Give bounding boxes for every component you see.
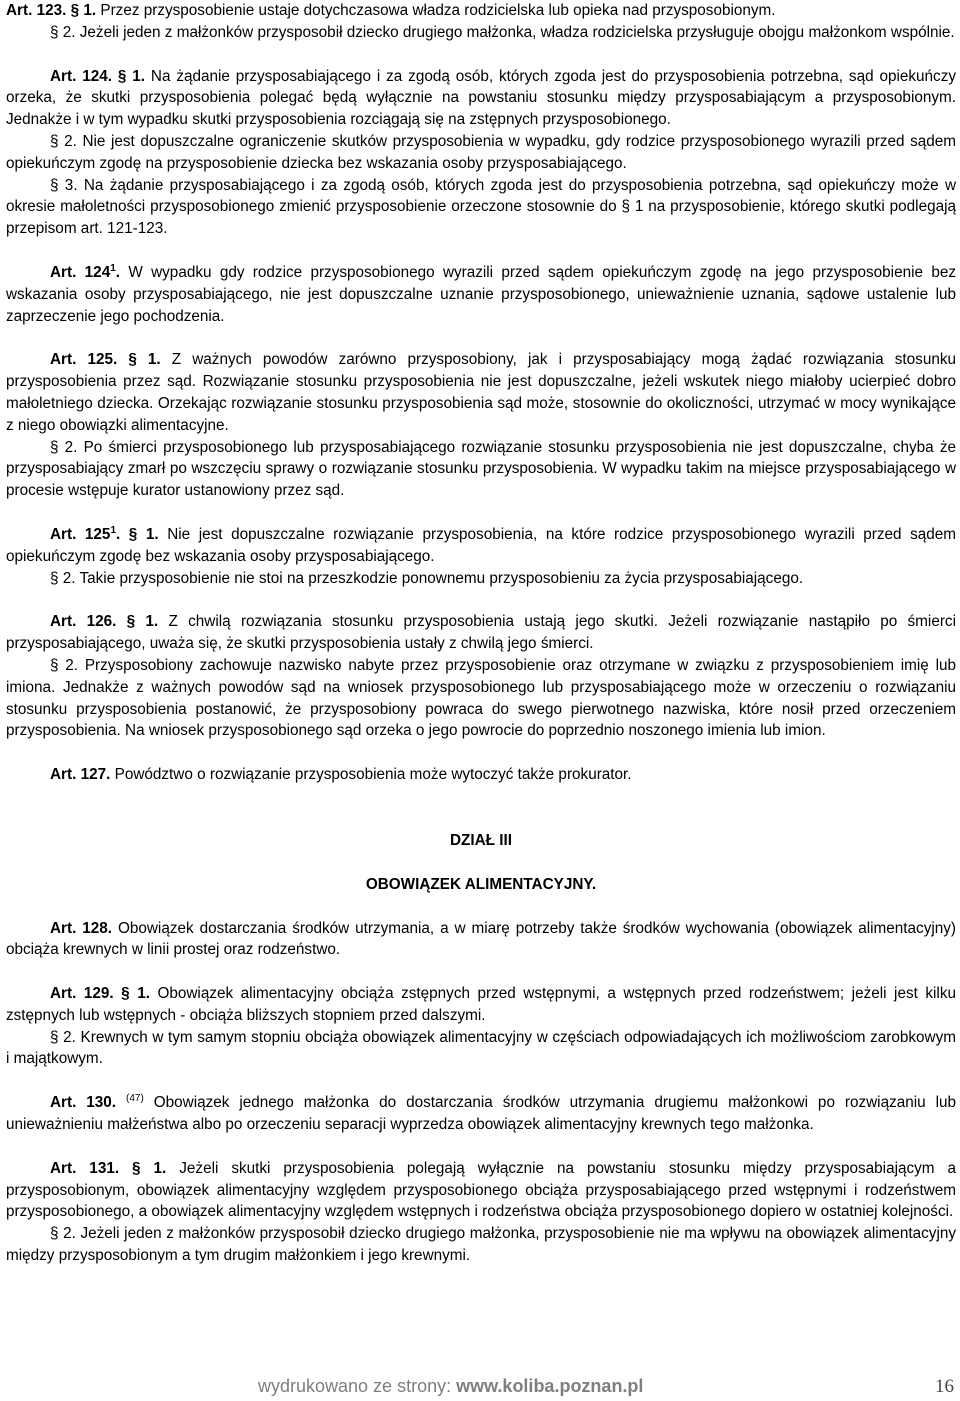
art-label: Art. 127. xyxy=(50,766,111,784)
paragraph-text: Jeżeli skutki przysposobienia polegają wyłącznie na powstaniu stosunku między przysposabiającym a przysposobionym, obowiązek alimentacyjny względem przysposobionego obciąża przysposabiającego przed wstępnymi i rodzeństwem przysposobionego, a obowiązek alimentacyjny względem wstępnych i rodzeństwa obciąża przysposobionego dopiero w ostatniej kolejności. xyxy=(6,1159,957,1221)
art-label: Art. 125. § 1. xyxy=(50,351,161,369)
document-page xyxy=(6,0,956,1267)
art-125-1-par-1 xyxy=(6,524,956,568)
paragraph-text: Obowiązek dostarczania środków utrzymania, a w miarę potrzeby także środków wychowania (obowiązek alimentacyjny) obciąża krewnych w linii prostej oraz rodzeństwo. xyxy=(6,919,956,959)
art-130 xyxy=(6,1092,956,1136)
art-128 xyxy=(6,918,956,962)
footer-site-link[interactable]: www.koliba.poznan.pl xyxy=(456,1376,644,1396)
art-126-par-1 xyxy=(6,611,956,655)
footer-prefix: wydrukowano ze strony: xyxy=(258,1376,457,1396)
par-label: § 2. xyxy=(50,132,77,150)
art-124-par-2 xyxy=(6,131,956,175)
paragraph-text: W wypadku gdy rodzice przysposobionego wyrazili przed sądem opiekuńczym zgodę na jego przysposobienie bez wskazania osoby przysposabiającego, nie jest dopuszczalne uznanie przysposobionego, unieważnienie uznania, sądowe ustalenie lub zaprzeczenie jego pochodzenia. xyxy=(6,263,956,325)
art-131-par-2 xyxy=(6,1223,956,1267)
art-label: Art. 130. xyxy=(50,1094,117,1112)
paragraph-text: Po śmierci przysposobionego lub przysposabiającego rozwiązanie stosunku przysposobienia nie jest dopuszczalne, chyba że przysposabiający zmarł po wszczęciu sprawy o rozwiązanie stosunku przysposobienia. W wypadku takim na miejsce przysposabiającego w procesie wstępuje kurator ustanowiony przez sąd. xyxy=(6,438,956,500)
paragraph-text: Przez przysposobienie ustaje dotychczasowa władza rodzicielska lub opieka nad przysposobionym. xyxy=(96,2,776,19)
par-label: § 2. xyxy=(50,656,79,674)
art-131-par-1 xyxy=(6,1158,956,1223)
art-label: Art. 124. § 1. xyxy=(50,67,146,85)
art-label: Art. $124^1$. xyxy=(50,262,121,281)
par-label: § 2. xyxy=(50,438,78,456)
art-125-par-1 xyxy=(6,349,956,436)
paragraph-text: Na żądanie przysposabiającego i za zgodą osób, których zgoda jest do przysposobienia potrzebna, sąd opiekuńczy może w okresie małoletności przysposobionego zmienić przysposobienie orzeczone stosownie do § 1 na przysposobienie, którego skutki podlegają przepisom art. 121-123. xyxy=(6,176,957,238)
art-label: Art. 126. § 1. xyxy=(50,613,159,631)
paragraph-text: Jeżeli jeden z małżonków przysposobił dziecko drugiego małżonka, przysposobienie nie ma wpływu na obowiązek alimentacyjny między przysposobionym a tym drugim małżonkiem i jego krewnymi. xyxy=(6,1225,957,1265)
paragraph-text: Z ważnych powodów zarówno przysposobiony, jak i przysposabiający mogą żądać rozwiązania stosunku przysposobienia przez sąd. Rozwiązanie stosunku przysposobienia nie jest dopuszczalne, jeżeli wskutek niego miałoby ucierpieć dobro małoletniego dziecka. Orzekając rozwiązanie stosunku przysposobienia sąd może, stosownie do okoliczności, utrzymać w mocy wynikające z niego obowiązki alimentacyjne. xyxy=(6,351,956,434)
par-label: § 2. xyxy=(50,23,76,41)
art-124-par-1 xyxy=(6,66,956,131)
art-125-par-2 xyxy=(6,437,956,502)
art-label: Art. $125^1$. § 1. xyxy=(50,524,159,543)
paragraph-text: Na żądanie przysposabiającego i za zgodą osób, których zgoda jest do przysposobienia potrzebna, sąd opiekuńczy orzeka, że skutki przysposobienia polegać będą wyłącznie na powstaniu stosunku między przysposabiającym a przysposobionym. Jednakże i w tym wypadku skutki przysposobienia rozciągają się na zstępnych przysposobionego. xyxy=(6,67,956,129)
page-number: 16 xyxy=(935,1376,954,1397)
paragraph-text: Powództwo o rozwiązanie przysposobienia może wytoczyć także prokurator. xyxy=(110,766,632,784)
paragraph-text: Nie jest dopuszczalne rozwiązanie przysposobienia, na które rodzice przysposobionego wyrazili przed sądem opiekuńczym zgodę bez wskazania osoby przysposabiającego. xyxy=(6,525,957,565)
art-129-par-2 xyxy=(6,1027,956,1071)
art-126-par-2 xyxy=(6,655,956,742)
art-125-1-par-2 xyxy=(6,568,956,590)
paragraph-text: Jeżeli jeden z małżonków przysposobił dziecko drugiego małżonka, władza rodzicielska przysługuje obojgu małżonkom wspólnie. xyxy=(75,23,955,41)
paragraph-text: Nie jest dopuszczalne ograniczenie skutków przysposobienia w wypadku, gdy rodzice przysposobionego wyrazili przed sądem opiekuńczym zgodę na przysposobienie dziecka bez wskazania osoby przysposabiającego. xyxy=(6,132,957,172)
par-label: § 2. xyxy=(50,569,76,587)
paragraph-text: Z chwilą rozwiązania stosunku przysposobienia ustają jego skutki. Jeżeli rozwiązanie nastąpiło po śmierci przysposabiającego, uważa się, że skutki przysposobienia ustały z chwilą jego śmierci. xyxy=(6,613,956,653)
section-number: DZIAŁ III xyxy=(449,831,513,849)
paragraph-text: Obowiązek alimentacyjny obciąża zstępnych przed wstępnymi, a wstępnych przed rodzeństwem; jeżeli jest kilku zstępnych lub wstępnych - obciąża bliższych stopniem przed dalszymi. xyxy=(6,985,956,1024)
art-label: Art. 131. § 1. xyxy=(50,1159,167,1177)
art-label: Art. 128. xyxy=(50,919,113,937)
footer-source xyxy=(258,1376,643,1397)
art-124-par-3 xyxy=(6,175,956,240)
paragraph-text: Takie przysposobienie nie stoi na przeszkodzie ponownemu przysposobieniu za życia przysposabiającego. xyxy=(75,569,804,587)
art-127 xyxy=(6,764,956,786)
paragraph-text: Krewnych w tym samym stopniu obciąża obowiązek alimentacyjny w częściach odpowiadających ich możliwościom zarobkowym i majątkowym. xyxy=(6,1028,956,1068)
art-129-par-1 xyxy=(6,983,956,1027)
par-label: § 2. xyxy=(50,1225,76,1243)
footnote-ref: (47) xyxy=(126,1093,144,1105)
art-label: Art. 129. § 1. xyxy=(50,985,150,1003)
section-title: OBOWIĄZEK ALIMENTACYJNY. xyxy=(365,875,597,893)
art-124-1 xyxy=(6,262,956,327)
art-123-par-2 xyxy=(6,22,956,44)
par-label: § 2. xyxy=(50,1028,76,1046)
art-123-par-1 xyxy=(6,0,956,22)
paragraph-text: Obowiązek jednego małżonka do dostarczania środków utrzymania drugiemu małżonkowi po rozwiązaniu lub unieważnieniu małżeństwa albo po orzeczeniu separacji wyprzedza obowiązek alimentacyjny krewnych tego małżonka. xyxy=(6,1094,957,1134)
paragraph-text: Przysposobiony zachowuje nazwisko nabyte przez przysposobienie oraz otrzymane w związku z przysposobieniem imię lub imiona. Jednakże z ważnych powodów sąd na wniosek przysposobionego lub przysposabiającego może w orzeczeniu o rozwiązaniu stosunku przysposobienia postanowić, że przysposobiony powraca do swego pierwotnego nazwiska, które nosił przed orzeczeniem przysposobienia. Na wniosek przysposobionego sąd orzeka o jego powrocie do poprzednio noszonego imienia lub imion. xyxy=(6,656,956,740)
art-label: Art. 123. § 1. xyxy=(6,2,97,19)
par-label: § 3. xyxy=(50,176,78,194)
